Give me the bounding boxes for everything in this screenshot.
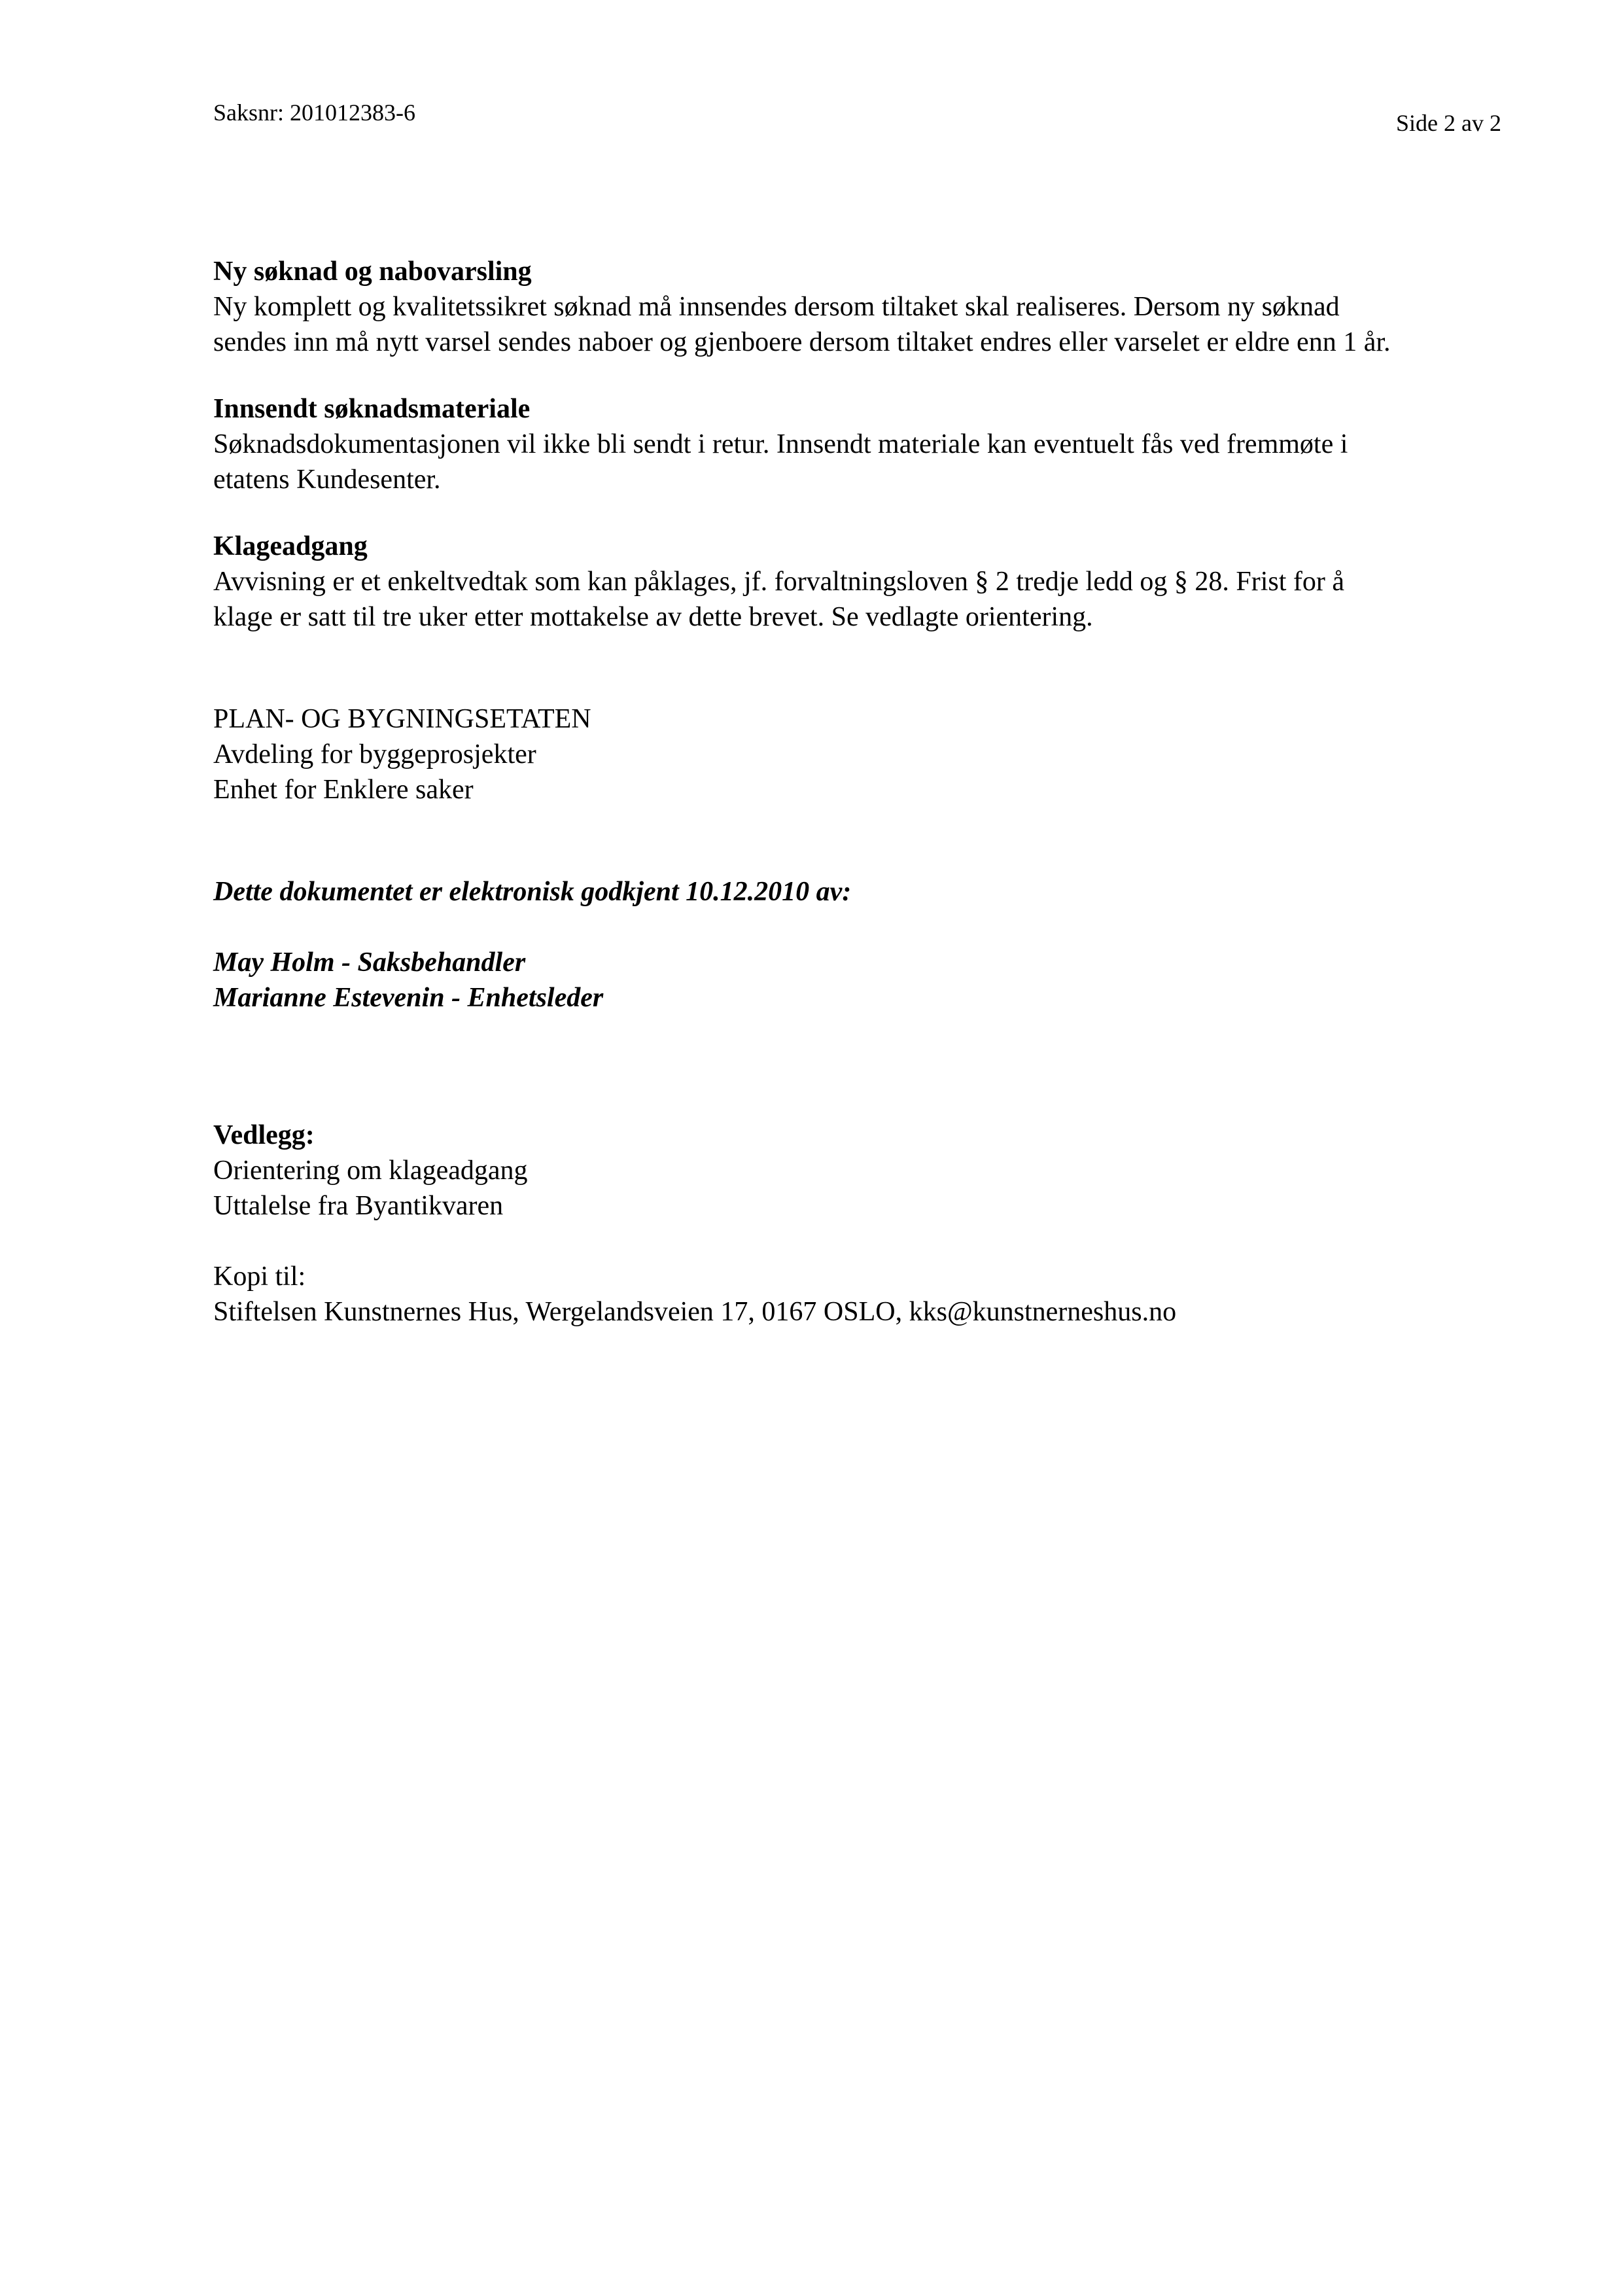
body-line: etatens Kundesenter. (213, 465, 441, 495)
body-line: klage er satt til tre uker etter mottakelse av dette brevet. Se vedlagte orientering. (213, 602, 1093, 632)
section-heading: Ny søknad og nabovarsling (213, 256, 532, 287)
attachments-block (213, 1118, 1515, 1224)
section-new-application (213, 254, 1515, 360)
body-line: Avvisning er et enkeltvedtak som kan påklages, jf. forvaltningsloven § 2 tredje ledd og § 28. Frist for å (213, 567, 1344, 597)
attachments-title: Vedlegg: (213, 1120, 315, 1150)
body-line: Søknadsdokumentasjonen vil ikke bli sendt i retur. Innsendt materiale kan eventuelt fås ved fremmøte i (213, 429, 1348, 459)
copy-to-recipient: Stiftelsen Kunstnernes Hus, Wergelandsveien 17, 0167 OSLO, kks@kunstnerneshus.no (213, 1297, 1177, 1327)
agency-name: PLAN- OG BYGNINGSETATEN (213, 704, 591, 734)
page-indicator: Side 2 av 2 (1396, 110, 1501, 136)
section-heading: Klageadgang (213, 531, 368, 561)
signers-list (213, 945, 1515, 1016)
signer: Marianne Estevenin - Enhetsleder (213, 983, 604, 1013)
attachment-item: Uttalelse fra Byantikvaren (213, 1191, 504, 1221)
approval-statement (213, 874, 1515, 910)
body-line: sendes inn må nytt varsel sendes naboer og gjenboere dersom tiltaket endres eller varselet er eldre enn 1 år. (213, 327, 1391, 357)
section-appeal (213, 529, 1515, 635)
case-number: Saksnr: 201012383-6 (213, 99, 415, 126)
copy-to-label: Kopi til: (213, 1262, 306, 1292)
section-heading: Innsendt søknadsmateriale (213, 394, 531, 424)
attachment-item: Orientering om klageadgang (213, 1156, 528, 1186)
approval-text: Dette dokumentet er elektronisk godkjent 10.12.2010 av: (213, 877, 852, 907)
copy-to-block (213, 1259, 1515, 1330)
document-body (213, 254, 1515, 1330)
organization-block (213, 701, 1515, 807)
signer: May Holm - Saksbehandler (213, 947, 526, 978)
department-name: Avdeling for byggeprosjekter (213, 739, 536, 769)
unit-name: Enhet for Enklere saker (213, 775, 474, 805)
body-line: Ny komplett og kvalitetssikret søknad må innsendes dersom tiltaket skal realiseres. Dersom ny søknad (213, 292, 1340, 322)
section-submitted-material (213, 391, 1515, 497)
